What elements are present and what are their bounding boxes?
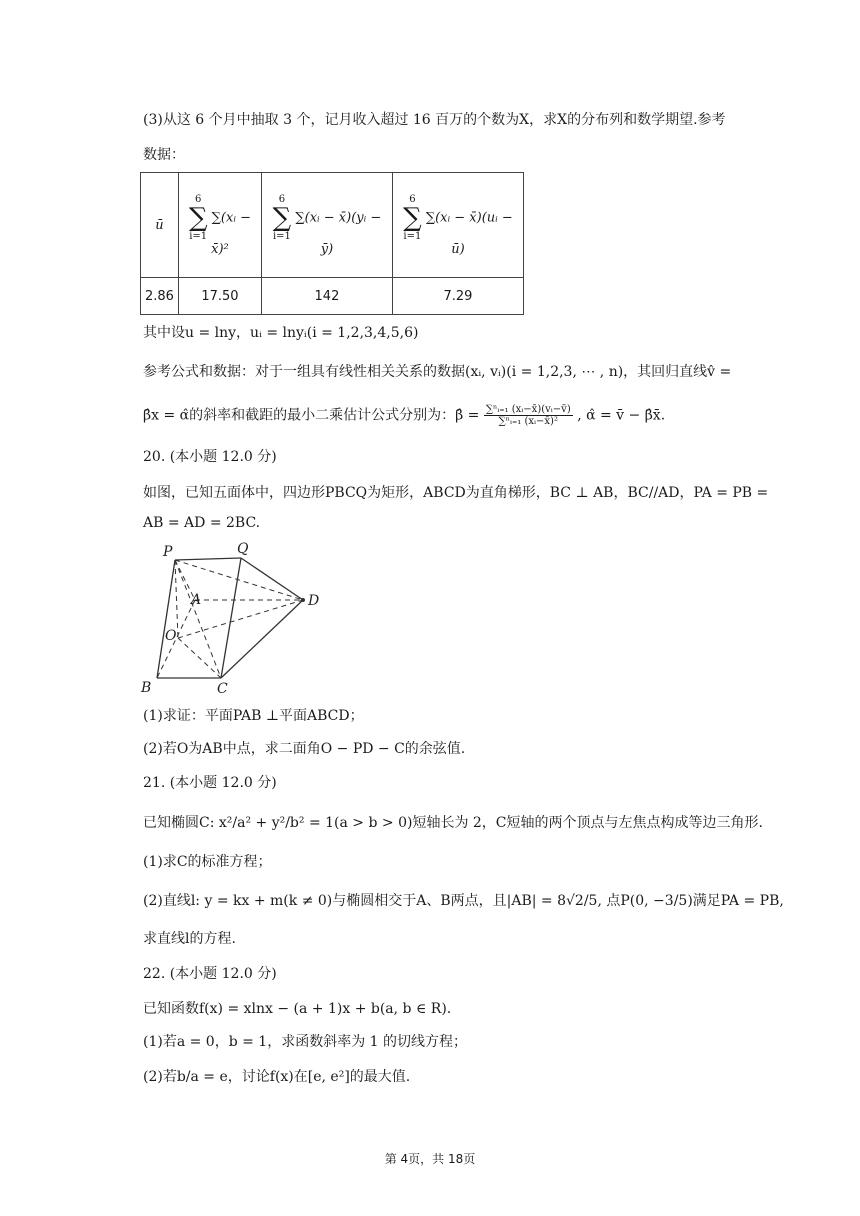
page-footer: 第 4页，共 18页 bbox=[384, 1152, 476, 1166]
label-P: P bbox=[163, 544, 173, 560]
label-A: A bbox=[191, 592, 202, 608]
q20-part1: (1)求证：平面PAB ⊥平面ABCD； bbox=[143, 708, 364, 724]
header-sum-xu: 6 ∑ i=1 ∑(xᵢ − x̄)(uᵢ − ū) bbox=[392, 173, 523, 278]
pentahedron-figure bbox=[135, 538, 335, 698]
q21-line1: 已知椭圆C: x²/a² + y²/b² = 1(a > b > 0)短轴长为 2，C短轴的两个顶点与左焦点构成等边三角形. bbox=[143, 815, 763, 831]
label-B: B bbox=[141, 680, 152, 696]
q19-part3-line1: (3)从这 6 个月中抽取 3 个，记月收入超过 16 百万的个数为X，求X的分布列和数学期望.参考 bbox=[143, 112, 726, 128]
q21-part1: (1)求C的标准方程； bbox=[143, 854, 272, 870]
q19-note: 其中设u = lny，uᵢ = lnyᵢ(i = 1,2,3,4,5,6) bbox=[143, 325, 419, 341]
header-u-bar: ū bbox=[141, 173, 179, 278]
q22-line1: 已知函数f(x) = xlnx − (a + 1)x + b(a, b ∈ R). bbox=[143, 1001, 452, 1017]
label-C: C bbox=[217, 681, 228, 697]
q20-line2: AB = AD = 2BC. bbox=[143, 515, 261, 531]
q22-part1: (1)若a = 0，b = 1，求函数斜率为 1 的切线方程； bbox=[143, 1034, 468, 1050]
value-sum-x-sq: 17.50 bbox=[178, 278, 261, 315]
label-O: O bbox=[165, 628, 177, 644]
q20-part2: (2)若O为AB中点，求二面角O − PD − C的余弦值. bbox=[143, 741, 466, 757]
q21-title: 21. (本小题 12.0 分) bbox=[143, 775, 277, 791]
header-sum-x-sq: 6 ∑ i=1 ∑(xᵢ − x̄)² bbox=[178, 173, 261, 278]
value-sum-xy: 142 bbox=[261, 278, 392, 315]
reference-data-table bbox=[140, 172, 524, 315]
value-u-bar: 2.86 bbox=[141, 278, 179, 315]
label-D: D bbox=[308, 593, 320, 609]
q20-title: 20. (本小题 12.0 分) bbox=[143, 449, 277, 465]
table-header-row bbox=[141, 173, 524, 278]
q19-part3-line2: 数据： bbox=[143, 147, 185, 163]
q19-formula-line2: β̂x = α̂的斜率和截距的最小二乘估计公式分别为：β̂ = $\frac{\text{∑ⁿᵢ₌₁ (xᵢ−x̄)(vᵢ−v̄)}}{\text{∑ⁿᵢ₌₁ (xᵢ−x̄)²}}$ , α̂ = v̄ − β̂x̄. bbox=[143, 404, 666, 427]
q20-line1: 如图，已知五面体中，四边形PBCQ为矩形，ABCD为直角梯形，BC ⊥ AB，BC//AD，PA = PB = bbox=[143, 485, 769, 501]
label-Q: Q bbox=[237, 541, 249, 557]
header-sum-xy: 6 ∑ i=1 ∑(xᵢ − x̄)(yᵢ − ȳ) bbox=[261, 173, 392, 278]
beta-hat-fraction: $\frac{\text{∑ⁿᵢ₌₁ (xᵢ−x̄)(vᵢ−v̄)}}{\text{∑ⁿᵢ₌₁ (xᵢ−x̄)²}}$ bbox=[485, 404, 571, 427]
q19-formula-line1: 参考公式和数据：对于一组具有线性相关关系的数据(xᵢ, vᵢ)(i = 1,2,3, ⋯ , n)，其回归直线v̂ = bbox=[143, 364, 732, 380]
table-value-row bbox=[141, 278, 524, 315]
q22-part2: (2)若b/a = e，讨论f(x)在[e, e²]的最大值. bbox=[143, 1069, 411, 1085]
q22-title: 22. (本小题 12.0 分) bbox=[143, 966, 277, 982]
value-sum-xu: 7.29 bbox=[392, 278, 523, 315]
q21-part2: (2)直线l: y = kx + m(k ≠ 0)与椭圆相交于A、B两点，且|AB| = 8√2/5, 点P(0, −3/5)满足PA = PB, bbox=[143, 893, 784, 909]
q21-part2-cont: 求直线l的方程. bbox=[143, 931, 236, 947]
